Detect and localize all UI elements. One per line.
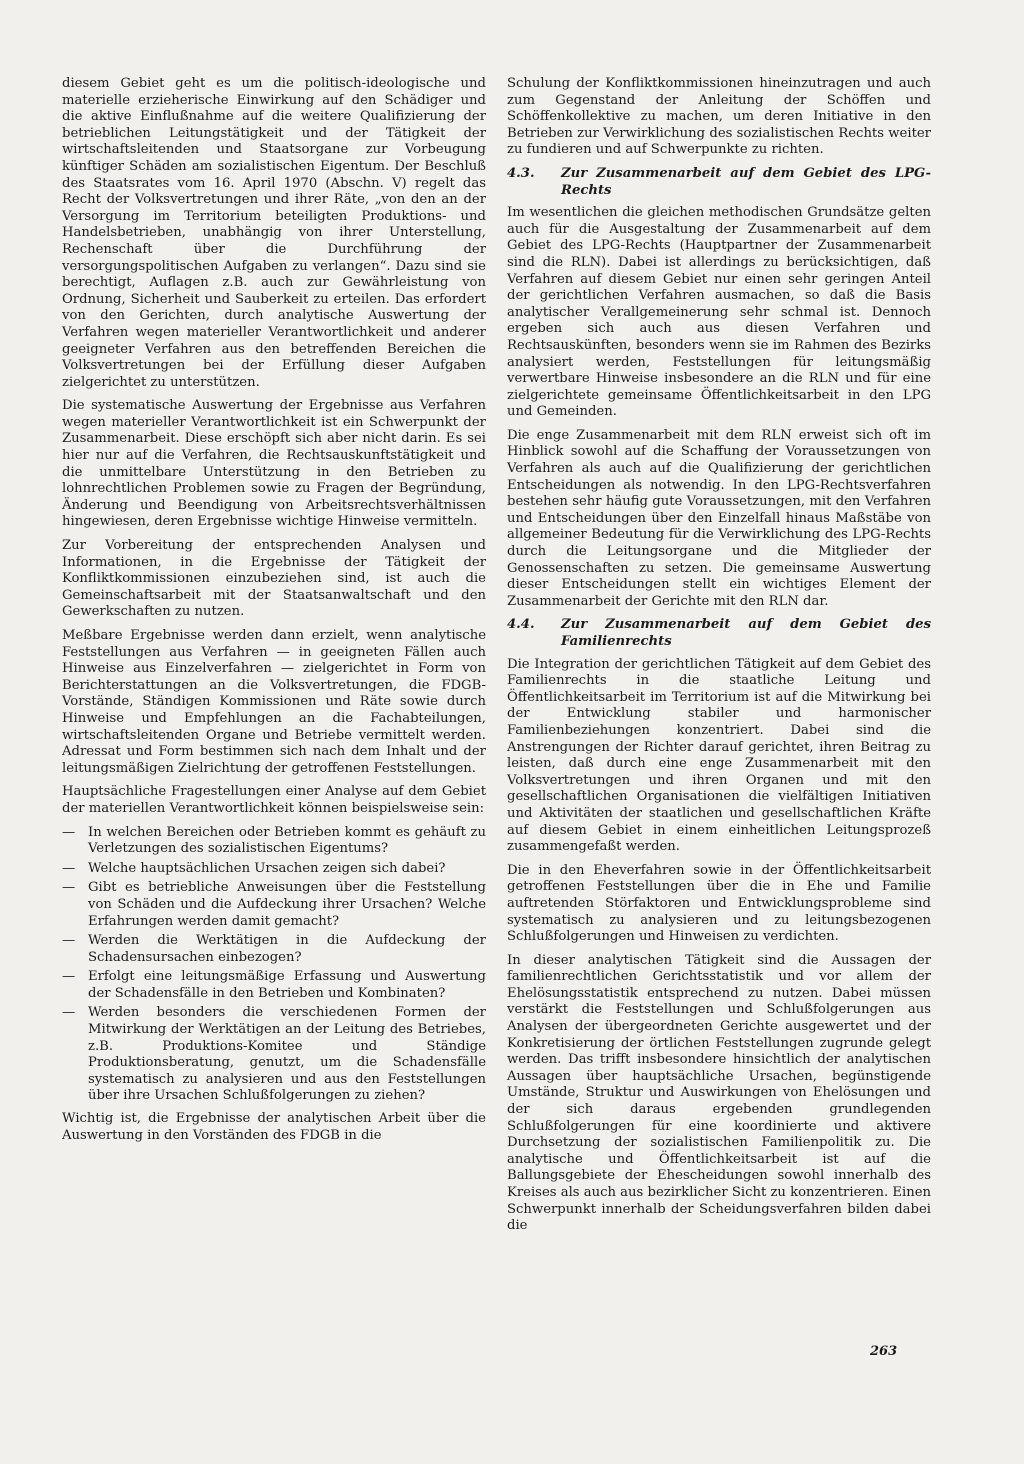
section-heading-4-3 [507,166,931,199]
paragraph: In dieser analytischen Tätigkeit sind die Aussagen der familienrechtlichen Gerichtsstatistik und vor allem der Ehelösungsstatistik entsprechend zu nutzen. Dabei müssen verstärkt die Feststellungen und Schlußfolgerungen aus Analysen der übergeordneten Gerichte ausgewertet und der Konkretisierung der örtlichen Feststellungen zugrunde gelegt werden. Das trifft insbesondere hinsichtlich der analytischen Aussagen über hauptsächliche Ursachen, begünstigende Umstände, Struktur und Auswirkungen von Ehelösungen und der sich daraus ergebenden grundlegenden Schlußfolgerungen für eine koordinierte und aktivere Durchsetzung der sozialistischen Familienpolitik zu. Die analytische und Öffentlichkeitsarbeit ist auf die Ballungsgebiete der Ehescheidungen sowohl innerhalb des Kreises als auch aus bezirklicher Sicht zu konzentrieren. Einen Schwerpunkt innerhalb der Scheidungsverfahren bilden dabei die [507,952,931,1234]
list-item-text: In welchen Bereichen oder Betrieben kommt es gehäuft zu Verletzungen des sozialistischen Eigentums? [88,824,486,857]
list-item-text: Werden die Werktätigen in die Aufdeckung der Schadensursachen einbezogen? [88,933,486,965]
list-item [62,880,486,930]
paragraph: Die systematische Auswertung der Ergebnisse aus Verfahren wegen materieller Verantwortlichkeit ist ein Schwerpunkt der Zusammenarbeit. Diese erschöpft sich aber nicht darin. Es sei hier nur auf die Verfahren, die Rechtsauskunftstätigkeit und die unmittelbare Unterstützung in den Betrieben zu lohnrechtlichen Problemen sowie zu Fragen der Begründung, Änderung und Beendigung von Arbeitsrechtsverhältnissen hingewiesen, deren Ergebnisse wichtige Hinweise vermitteln. [62,398,486,530]
dash-bullet: — [62,1005,76,1021]
list-item-text: Werden besonders die verschiedenen Formen der Mitwirkung der Werktätigen an der Leitung des Betriebes, z.B. Produktions-Komitee und Ständige Produktionsberatung, genutzt, um die Schadensfälle systematisch zu analysieren und aus den Feststellungen über ihre Ursachen Schlußfolgerungen zu ziehen? [88,1005,486,1104]
list-item [62,969,486,1002]
list-item [62,861,486,878]
list-item-text: Erfolgt eine leitungsmäßige Erfassung und Auswertung der Schadensfälle in den Betrieben und Kombinaten? [88,969,486,1001]
paragraph: Meßbare Ergebnisse werden dann erzielt, wenn analytische Feststellungen aus Verfahren — in geeigneten Fällen auch Hinweise aus Einzelverfahren — zielgerichtet in Form von Berichterstattungen an die Volksvertretungen, die FDGB-Vorstände, Ständigen Kommissionen und Räte sowie durch Hinweise und Empfehlungen an die Fachabteilungen, wirtschaftsleitenden Organe und Betriebe vermittelt werden. Adressat und Form bestimmen sich nach dem Inhalt und der leitungsmäßigen Zielrichtung der getroffenen Feststellungen. [62,628,486,776]
paragraph: Wichtig ist, die Ergebnisse der analytischen Arbeit über die Auswertung in den Vorständen des FDGB in die [62,1111,486,1143]
dash-bullet: — [62,880,76,896]
section-title: Zur Zusammenarbeit auf dem Gebiet des Familienrechts [561,617,931,649]
paragraph: Im wesentlichen die gleichen methodischen Grundsätze gelten auch für die Ausgestaltung der Zusammenarbeit auf dem Gebiet des LPG-Rechts (Hauptpartner der Zusammenarbeit sind die RLN). Dabei ist allerdings zu berücksichtigen, daß Verfahren auf diesem Gebiet nur einen sehr geringen Anteil der gerichtlichen Verfahren ausmachen, so daß die Basis analytischer Verallgemeinerung sehr schmal ist. Dennoch ergeben sich auch aus diesen Verfahren und Rechtsauskünften, besonders wenn sie im Rahmen des Bezirks analysiert werden, Feststellungen für leitungsmäßig verwertbare Hinweise insbesondere an die RLN und für eine zielgerichtete gemeinsame Öffentlichkeitsarbeit in den LPG und Gemeinden. [507,205,931,420]
paragraph: Die in den Eheverfahren sowie in der Öffentlichkeitsarbeit getroffenen Feststellungen über die in Ehe und Familie auftretenden Störfaktoren und Entwicklungsprobleme sind systematisch zu analysieren und zu leitungsbezogenen Schlußfolgerungen und Hinweisen zu verdichten. [507,862,931,945]
paragraph: Die enge Zusammenarbeit mit dem RLN erweist sich oft im Hinblick sowohl auf die Schaffung der Voraussetzungen von Verfahren als auch auf die Qualifizierung der gerichtlichen Entscheidungen als notwendig. In den LPG-Rechtsverfahren bestehen sehr häufig gute Voraussetzungen, mit den Verfahren und Entscheidungen über den Einzelfall hinaus Maßstäbe von allgemeiner Bedeutung für die Verwirklichung des LPG-Rechts durch die Leitungsorgane und die Mitglieder der Genossenschaften zu setzen. Die gemeinsame Auswertung dieser Entscheidungen stellt ein wichtiges Element der Zusammenarbeit der Gerichte mit den RLN dar. [507,427,931,609]
dash-bullet: — [62,860,76,876]
page-number: 263 [870,1344,898,1359]
list-item [62,933,486,966]
section-title: Zur Zusammenarbeit auf dem Gebiet des LPG-Rechts [561,165,931,198]
list-item-text: Gibt es betriebliche Anweisungen über die Feststellung von Schäden und die Aufdeckung ihrer Ursachen? Welche Erfahrungen werden damit gemacht? [88,880,486,929]
list-item [62,1005,486,1105]
list-item [62,825,486,858]
paragraph: diesem Gebiet geht es um die politisch-ideologische und materielle erzieherische Einwirkung auf den Schädiger und die aktive Einflußnahme auf die weitere Qualifizierung der betrieblichen Leitungstätigkeit und der Tätigkeit der wirtschaftsleitenden und Staatsorgane zur Vorbeugung künftiger Schäden am sozialistischen Eigentum. Der Beschluß des Staatsrates vom 16. April 1970 (Abschn. V) regelt das Recht der Volksvertretungen und ihrer Räte, „von den an der Versorgung im Territorium beteiligten Produktions- und Handelsbetrieben, unabhängig von ihrer Unterstellung, Rechenschaft über die Durchführung der versorgungspolitischen Aufgaben zu verlangen“. Dazu sind sie berechtigt, Auflagen z.B. auch zur Gewährleistung von Ordnung, Sicherheit und Sauberkeit zu erteilen. Das erfordert von den Gerichten, durch analytische Auswertung der Verfahren wegen materieller Verantwortlichkeit und anderer geeigneter Verfahren aus den betreffenden Bereichen die Volksvertretungen bei der Erfüllung dieser Aufgaben zielgerichtet zu unterstützen. [62,76,486,390]
left-column [62,76,486,1151]
section-number: 4.4. [507,617,535,633]
dash-bullet: — [62,933,76,949]
paragraph: Hauptsächliche Fragestellungen einer Analyse auf dem Gebiet der materiellen Verantwortlichkeit können beispielsweise sein: [62,784,486,816]
dash-bullet: — [62,969,76,985]
paragraph: Zur Vorbereitung der entsprechenden Analysen und Informationen, in die Ergebnisse der Tätigkeit der Konfliktkommissionen einzubeziehen sind, ist auch die Gemeinschaftsarbeit mit der Staatsanwaltschaft und den Gewerkschaften zu nutzen. [62,538,486,620]
section-number: 4.3. [507,165,535,181]
dash-bullet: — [62,824,76,840]
question-list [62,825,486,1106]
right-column [507,76,931,1242]
list-item-text: Welche hauptsächlichen Ursachen zeigen sich dabei? [88,860,446,876]
paragraph: Schulung der Konfliktkommissionen hineinzutragen und auch zum Gegenstand der Anleitung der Schöffen und Schöffenkollektive zu machen, um deren Initiative in den Betrieben zur Verwirklichung des sozialistischen Rechts weiter zu fundieren und auf Schwerpunkte zu richten. [507,76,931,158]
paragraph: Die Integration der gerichtlichen Tätigkeit auf dem Gebiet des Familienrechts in die staatliche Leitung und Öffentlichkeitsarbeit im Territorium ist auf die Mitwirkung bei der Entwicklung stabiler und harmonischer Familienbeziehungen konzentriert. Dabei sind die Anstrengungen der Richter darauf gerichtet, ihren Beitrag zu leisten, daß durch eine enge Zusammenarbeit mit den Volksvertretungen und ihren Organen und mit den gesellschaftlichen Organisationen die vielfältigen Initiativen und Aktivitäten der staatlichen und gesellschaftlichen Kräfte auf diesem Gebiet in einem einheitlichen Leitungsprozeß zusammengefaßt werden. [507,656,931,855]
section-heading-4-4 [507,617,931,650]
